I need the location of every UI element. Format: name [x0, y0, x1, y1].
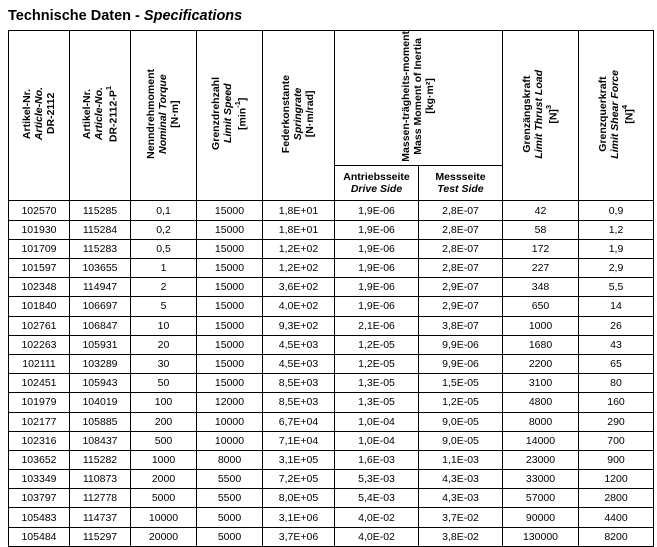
cell-limit-shear-force: 1,2 [579, 220, 654, 239]
cell-article-no-dr2112: 102263 [9, 335, 70, 354]
table-row [9, 201, 654, 220]
cell-inertia-drive-side: 1,3E-05 [335, 374, 419, 393]
cell-limit-speed: 12000 [197, 393, 263, 412]
cell-inertia-drive-side: 1,9E-06 [335, 297, 419, 316]
cell-inertia-test-side: 2,9E-07 [419, 297, 503, 316]
cell-limit-speed: 15000 [197, 374, 263, 393]
cell-article-no-dr2112p: 105885 [70, 412, 131, 431]
table-row [9, 393, 654, 412]
cell-inertia-test-side: 1,2E-05 [419, 393, 503, 412]
table-row [9, 316, 654, 335]
cell-limit-shear-force: 2800 [579, 489, 654, 508]
cell-limit-shear-force: 900 [579, 450, 654, 469]
cell-article-no-dr2112p: 105943 [70, 374, 131, 393]
table-row [9, 374, 654, 393]
cell-inertia-test-side: 2,8E-07 [419, 220, 503, 239]
cell-inertia-drive-side: 1,9E-06 [335, 278, 419, 297]
cell-springrate: 1,8E+01 [263, 220, 335, 239]
cell-limit-speed: 15000 [197, 316, 263, 335]
cell-limit-thrust-load: 42 [503, 201, 579, 220]
cell-inertia-drive-side: 1,9E-06 [335, 220, 419, 239]
cell-article-no-dr2112p: 115285 [70, 201, 131, 220]
cell-limit-thrust-load: 58 [503, 220, 579, 239]
cell-springrate: 8,0E+05 [263, 489, 335, 508]
cell-springrate: 3,7E+06 [263, 527, 335, 546]
cell-nominal-torque: 100 [131, 393, 197, 412]
cell-article-no-dr2112: 101597 [9, 259, 70, 278]
table-row [9, 489, 654, 508]
cell-article-no-dr2112: 102761 [9, 316, 70, 335]
table-row [9, 527, 654, 546]
cell-limit-shear-force: 26 [579, 316, 654, 335]
table-row [9, 431, 654, 450]
page-title [8, 8, 653, 24]
cell-nominal-torque: 0,1 [131, 201, 197, 220]
cell-nominal-torque: 20000 [131, 527, 197, 546]
cell-limit-speed: 15000 [197, 239, 263, 258]
table-row [9, 508, 654, 527]
cell-inertia-test-side: 4,3E-03 [419, 470, 503, 489]
cell-limit-thrust-load: 1000 [503, 316, 579, 335]
cell-article-no-dr2112: 103652 [9, 450, 70, 469]
cell-limit-thrust-load: 23000 [503, 450, 579, 469]
cell-nominal-torque: 50 [131, 374, 197, 393]
column-header-limit-speed: Grenzdrehzahl Limit Speed $[\min^{-1}]$ [197, 31, 263, 201]
cell-limit-shear-force: 43 [579, 335, 654, 354]
cell-limit-thrust-load: 3100 [503, 374, 579, 393]
cell-article-no-dr2112: 102348 [9, 278, 70, 297]
cell-limit-speed: 10000 [197, 431, 263, 450]
cell-article-no-dr2112p: 115283 [70, 239, 131, 258]
cell-springrate: 1,2E+02 [263, 259, 335, 278]
cell-article-no-dr2112: 103797 [9, 489, 70, 508]
cell-springrate: 3,6E+02 [263, 278, 335, 297]
cell-limit-shear-force: 160 [579, 393, 654, 412]
cell-limit-shear-force: 5,5 [579, 278, 654, 297]
cell-limit-speed: 5500 [197, 470, 263, 489]
cell-article-no-dr2112p: 106847 [70, 316, 131, 335]
table-row [9, 220, 654, 239]
cell-article-no-dr2112p: 103289 [70, 354, 131, 373]
cell-limit-shear-force: 1,9 [579, 239, 654, 258]
cell-springrate: 7,2E+05 [263, 470, 335, 489]
cell-article-no-dr2112p: 103655 [70, 259, 131, 278]
cell-springrate: 1,2E+02 [263, 239, 335, 258]
column-header-springrate: Federkonstante Springrate [N·m/rad] [263, 31, 335, 201]
page-title-separator: - [131, 8, 144, 24]
column-subheader-drive-side: Antriebsseite Drive Side [335, 166, 419, 201]
cell-limit-thrust-load: 130000 [503, 527, 579, 546]
cell-inertia-drive-side: 1,9E-06 [335, 259, 419, 278]
column-header-article-no-dr2112: Artikel-Nr. Article-No. DR-2112 [9, 31, 70, 201]
cell-springrate: 6,7E+04 [263, 412, 335, 431]
cell-nominal-torque: 20 [131, 335, 197, 354]
cell-inertia-drive-side: 1,0E-04 [335, 431, 419, 450]
table-row [9, 259, 654, 278]
table-row [9, 450, 654, 469]
cell-limit-thrust-load: 1680 [503, 335, 579, 354]
cell-inertia-test-side: 2,8E-07 [419, 259, 503, 278]
table-row [9, 470, 654, 489]
cell-inertia-drive-side: 1,3E-05 [335, 393, 419, 412]
cell-inertia-test-side: 3,8E-02 [419, 527, 503, 546]
cell-article-no-dr2112p: 105931 [70, 335, 131, 354]
cell-inertia-drive-side: 4,0E-02 [335, 508, 419, 527]
cell-limit-shear-force: 0,9 [579, 201, 654, 220]
cell-article-no-dr2112: 102316 [9, 431, 70, 450]
cell-article-no-dr2112p: 106697 [70, 297, 131, 316]
cell-limit-speed: 15000 [197, 354, 263, 373]
cell-inertia-drive-side: 1,6E-03 [335, 450, 419, 469]
column-header-moment-of-inertia: Massen-trägheits-moment Mass Moment of Inertia [kg·m²] [335, 31, 503, 166]
table-body [9, 201, 654, 546]
cell-limit-thrust-load: 227 [503, 259, 579, 278]
cell-springrate: 8,5E+03 [263, 374, 335, 393]
table-row [9, 335, 654, 354]
cell-limit-thrust-load: 348 [503, 278, 579, 297]
cell-limit-speed: 15000 [197, 201, 263, 220]
cell-limit-speed: 5000 [197, 508, 263, 527]
cell-limit-thrust-load: 90000 [503, 508, 579, 527]
cell-limit-speed: 15000 [197, 335, 263, 354]
cell-limit-shear-force: 290 [579, 412, 654, 431]
cell-article-no-dr2112: 102177 [9, 412, 70, 431]
cell-article-no-dr2112: 102570 [9, 201, 70, 220]
cell-limit-shear-force: 4400 [579, 508, 654, 527]
table-row [9, 278, 654, 297]
cell-limit-speed: 5500 [197, 489, 263, 508]
cell-inertia-drive-side: 1,2E-05 [335, 354, 419, 373]
cell-inertia-drive-side: 5,4E-03 [335, 489, 419, 508]
cell-article-no-dr2112: 101709 [9, 239, 70, 258]
cell-article-no-dr2112p: 114737 [70, 508, 131, 527]
cell-inertia-test-side: 1,5E-05 [419, 374, 503, 393]
cell-article-no-dr2112: 105484 [9, 527, 70, 546]
table-row [9, 354, 654, 373]
cell-springrate: 4,5E+03 [263, 354, 335, 373]
cell-inertia-test-side: 3,7E-02 [419, 508, 503, 527]
cell-inertia-test-side: 4,3E-03 [419, 489, 503, 508]
cell-limit-thrust-load: 14000 [503, 431, 579, 450]
cell-limit-thrust-load: 8000 [503, 412, 579, 431]
column-header-limit-thrust-load: Grenzängskraft Limit Thrust Load $[N]^3$ [503, 31, 579, 201]
specifications-table [8, 30, 654, 547]
column-subheader-test-side: Messseite Test Side [419, 166, 503, 201]
table-header [9, 31, 654, 201]
cell-limit-shear-force: 700 [579, 431, 654, 450]
cell-inertia-test-side: 2,9E-07 [419, 278, 503, 297]
table-row [9, 297, 654, 316]
cell-limit-thrust-load: 33000 [503, 470, 579, 489]
cell-inertia-drive-side: 1,9E-06 [335, 201, 419, 220]
cell-limit-shear-force: 8200 [579, 527, 654, 546]
cell-article-no-dr2112p: 115284 [70, 220, 131, 239]
cell-nominal-torque: 0,5 [131, 239, 197, 258]
cell-nominal-torque: 1 [131, 259, 197, 278]
table-row [9, 239, 654, 258]
cell-inertia-test-side: 9,0E-05 [419, 412, 503, 431]
cell-nominal-torque: 500 [131, 431, 197, 450]
cell-inertia-test-side: 9,9E-06 [419, 335, 503, 354]
cell-limit-thrust-load: 57000 [503, 489, 579, 508]
page-title-en: Specifications [143, 8, 243, 24]
cell-article-no-dr2112: 102451 [9, 374, 70, 393]
cell-limit-speed: 15000 [197, 220, 263, 239]
cell-inertia-test-side: 3,8E-07 [419, 316, 503, 335]
cell-nominal-torque: 5000 [131, 489, 197, 508]
cell-springrate: 3,1E+06 [263, 508, 335, 527]
column-header-limit-shear-force: Grenzquerkraft Limit Shear Force $[N]^4$ [579, 31, 654, 201]
cell-inertia-drive-side: 5,3E-03 [335, 470, 419, 489]
cell-limit-thrust-load: 4800 [503, 393, 579, 412]
cell-inertia-test-side: 9,9E-06 [419, 354, 503, 373]
cell-limit-shear-force: 1200 [579, 470, 654, 489]
page-title-de: Technische Daten [8, 8, 132, 24]
cell-limit-thrust-load: 650 [503, 297, 579, 316]
cell-article-no-dr2112: 102111 [9, 354, 70, 373]
cell-article-no-dr2112p: 108437 [70, 431, 131, 450]
cell-inertia-drive-side: 1,0E-04 [335, 412, 419, 431]
cell-nominal-torque: 30 [131, 354, 197, 373]
cell-limit-speed: 5000 [197, 527, 263, 546]
cell-article-no-dr2112: 105483 [9, 508, 70, 527]
cell-inertia-test-side: 2,8E-07 [419, 201, 503, 220]
cell-limit-speed: 15000 [197, 278, 263, 297]
cell-limit-speed: 10000 [197, 412, 263, 431]
cell-nominal-torque: 1000 [131, 450, 197, 469]
cell-limit-shear-force: 14 [579, 297, 654, 316]
cell-nominal-torque: 0,2 [131, 220, 197, 239]
cell-limit-shear-force: 65 [579, 354, 654, 373]
cell-limit-thrust-load: 2200 [503, 354, 579, 373]
cell-article-no-dr2112: 101840 [9, 297, 70, 316]
cell-article-no-dr2112: 101979 [9, 393, 70, 412]
cell-limit-speed: 8000 [197, 450, 263, 469]
cell-springrate: 4,5E+03 [263, 335, 335, 354]
cell-inertia-test-side: 1,1E-03 [419, 450, 503, 469]
cell-article-no-dr2112p: 114947 [70, 278, 131, 297]
cell-article-no-dr2112p: 115282 [70, 450, 131, 469]
cell-article-no-dr2112p: 104019 [70, 393, 131, 412]
cell-inertia-drive-side: 1,2E-05 [335, 335, 419, 354]
cell-inertia-drive-side: 1,9E-06 [335, 239, 419, 258]
cell-inertia-drive-side: 2,1E-06 [335, 316, 419, 335]
cell-article-no-dr2112p: 115297 [70, 527, 131, 546]
cell-limit-speed: 15000 [197, 259, 263, 278]
cell-nominal-torque: 5 [131, 297, 197, 316]
cell-limit-speed: 15000 [197, 297, 263, 316]
cell-nominal-torque: 200 [131, 412, 197, 431]
cell-springrate: 1,8E+01 [263, 201, 335, 220]
table-row [9, 412, 654, 431]
cell-limit-thrust-load: 172 [503, 239, 579, 258]
column-header-article-no-dr2112p: Artikel-Nr. Article-No. $DR-2112-P^1$ [70, 31, 131, 201]
cell-springrate: 4,0E+02 [263, 297, 335, 316]
cell-article-no-dr2112: 103349 [9, 470, 70, 489]
cell-article-no-dr2112p: 110873 [70, 470, 131, 489]
cell-nominal-torque: 2000 [131, 470, 197, 489]
cell-article-no-dr2112p: 112778 [70, 489, 131, 508]
cell-inertia-test-side: 9,0E-05 [419, 431, 503, 450]
cell-nominal-torque: 10 [131, 316, 197, 335]
cell-article-no-dr2112: 101930 [9, 220, 70, 239]
cell-limit-shear-force: 2,9 [579, 259, 654, 278]
cell-springrate: 8,5E+03 [263, 393, 335, 412]
cell-springrate: 7,1E+04 [263, 431, 335, 450]
cell-nominal-torque: 2 [131, 278, 197, 297]
cell-inertia-drive-side: 4,0E-02 [335, 527, 419, 546]
cell-nominal-torque: 10000 [131, 508, 197, 527]
cell-inertia-test-side: 2,8E-07 [419, 239, 503, 258]
cell-limit-shear-force: 80 [579, 374, 654, 393]
column-header-nominal-torque: Nenndrehmoment Nominal Torque [N·m] [131, 31, 197, 201]
cell-springrate: 3,1E+05 [263, 450, 335, 469]
cell-springrate: 9,3E+02 [263, 316, 335, 335]
